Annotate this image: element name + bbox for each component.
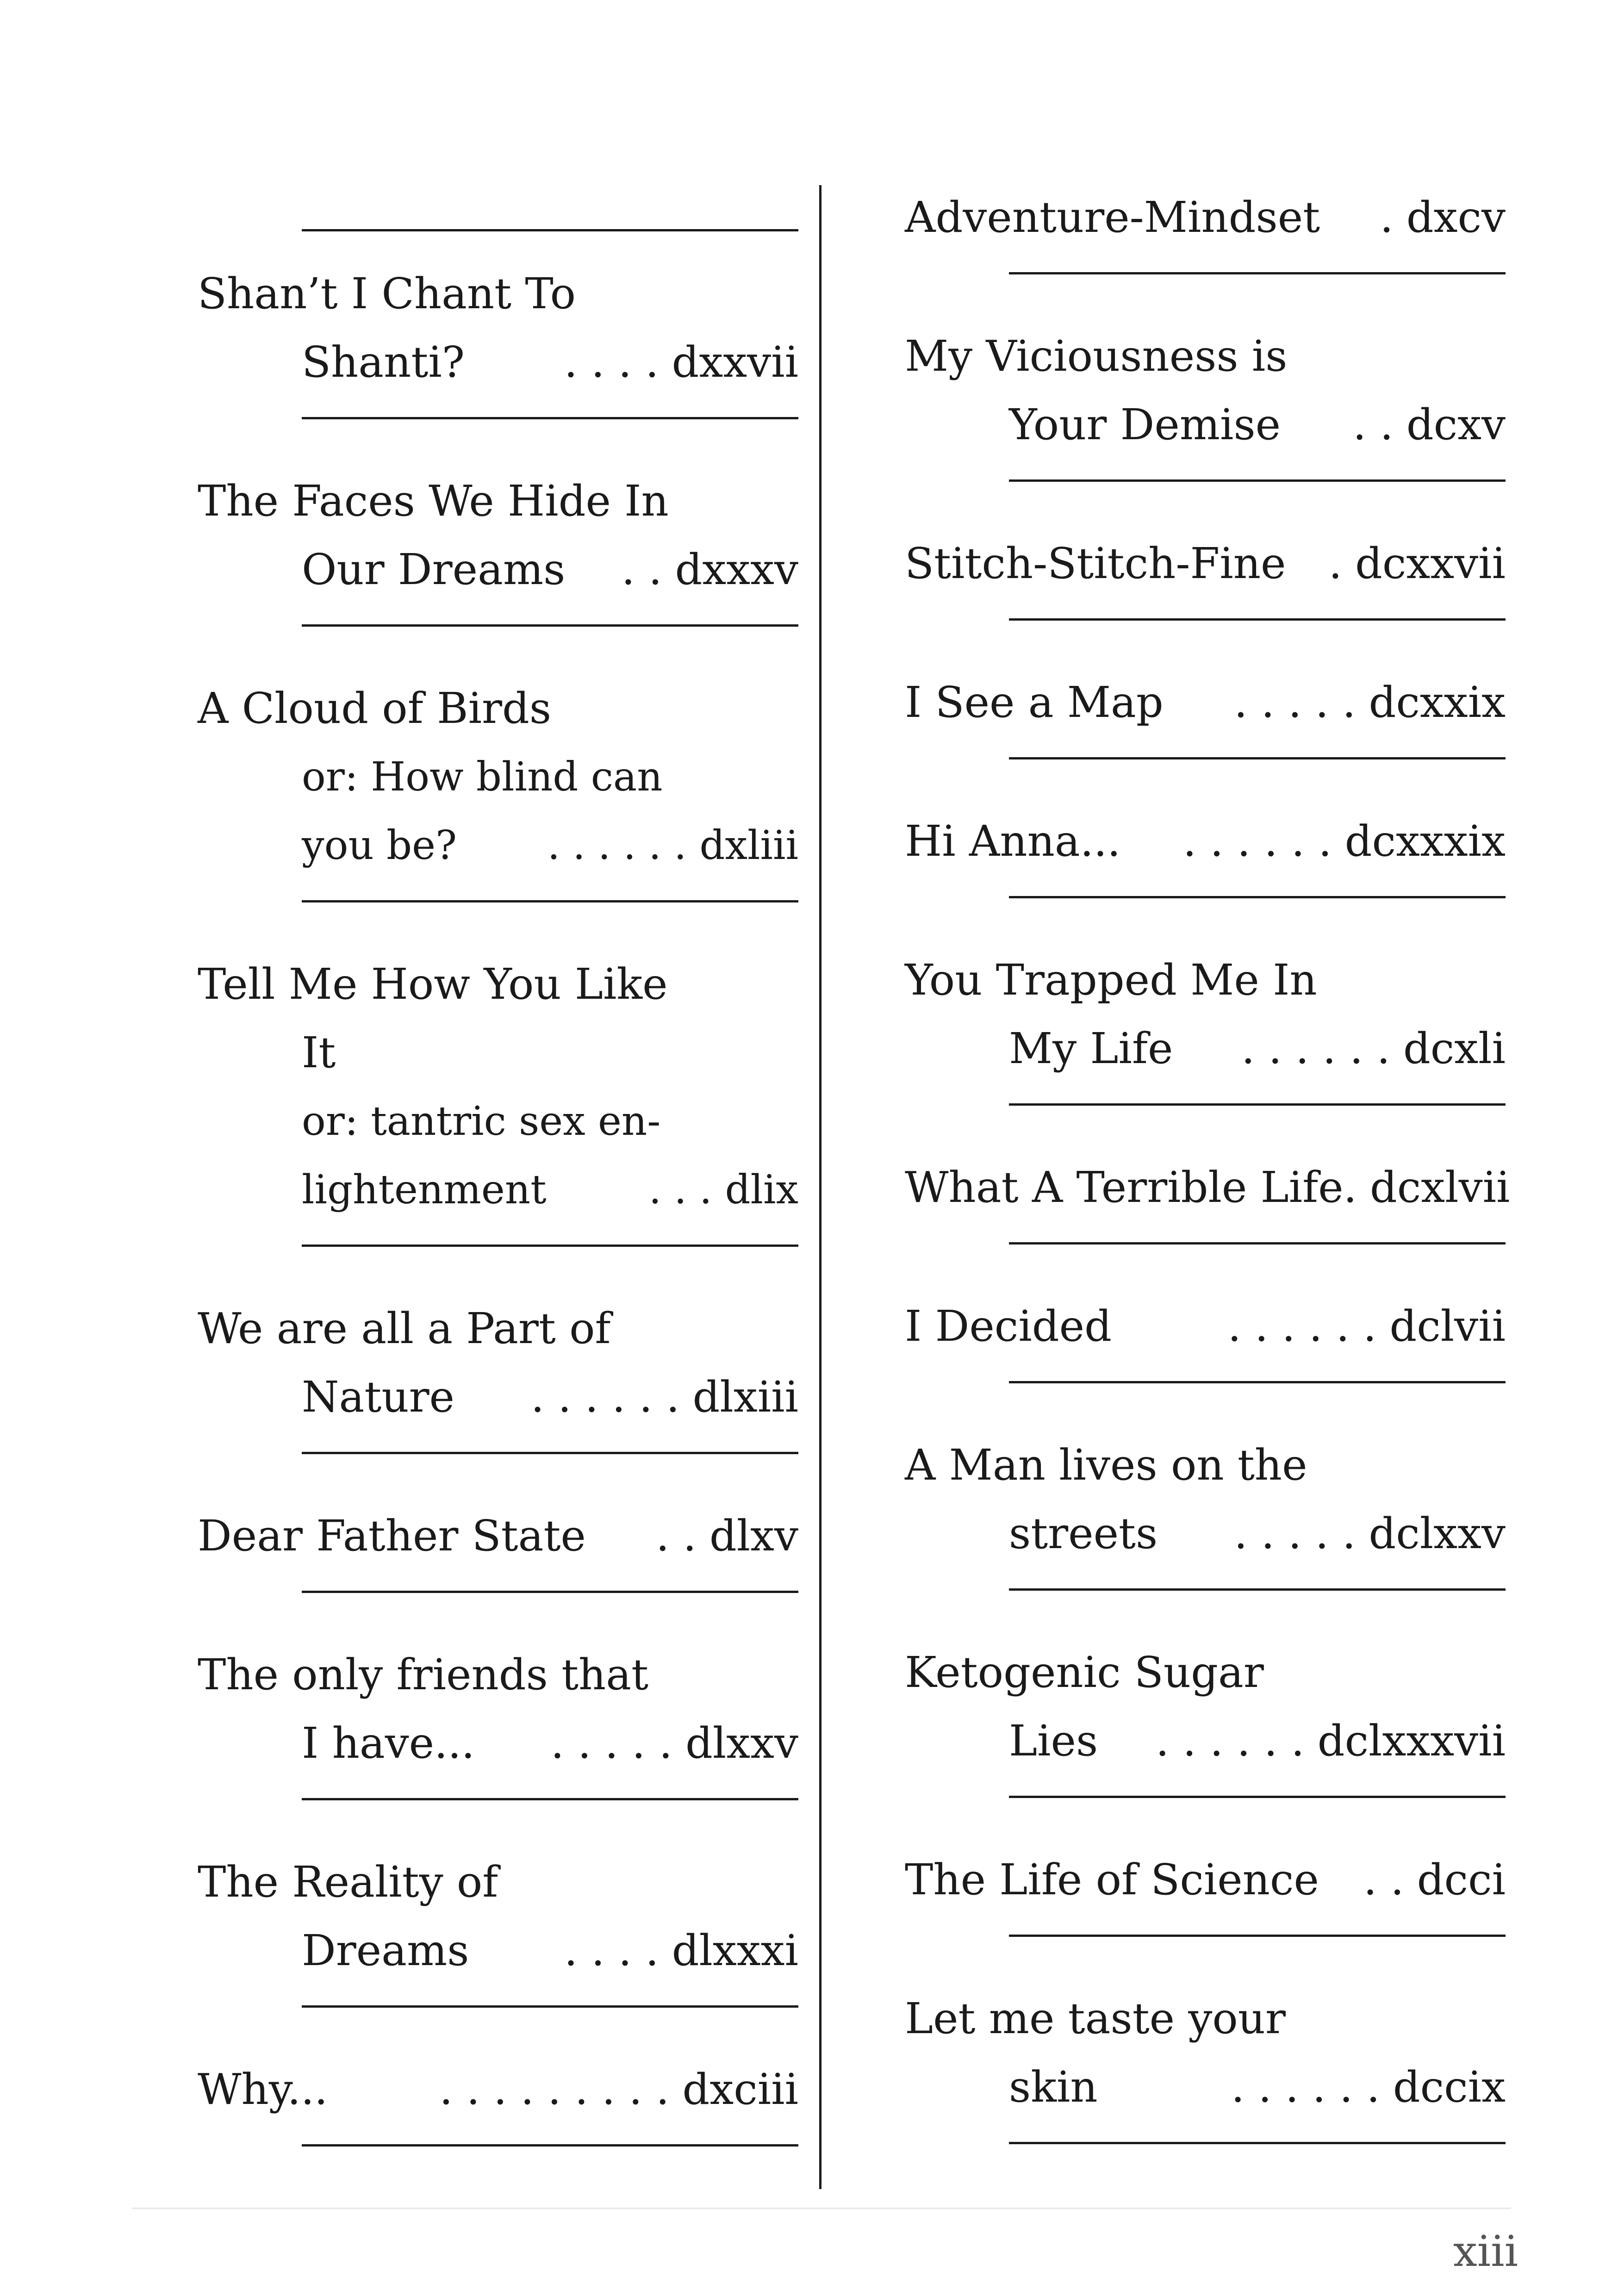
entry-separator-rule bbox=[1009, 1242, 1506, 1244]
toc-column-right bbox=[824, 0, 1618, 2296]
entry-title-text: Nature bbox=[302, 1372, 454, 1422]
leader-dots: . . . . . . bbox=[1241, 1024, 1390, 1073]
leader-dots: . . . . . . . . . bbox=[439, 2065, 670, 2114]
entry-page-number: dcxlvii bbox=[1369, 1163, 1510, 1212]
toc-entry-line bbox=[905, 675, 1506, 730]
leader-dots: . . . . . bbox=[1234, 1509, 1356, 1558]
entry-page-number: dxliii bbox=[699, 822, 798, 869]
entry-title-text: Adventure-Mindset bbox=[905, 193, 1320, 242]
toc-entry-line bbox=[198, 1508, 798, 1564]
toc-entry-line bbox=[905, 1160, 1510, 1215]
toc-entry-line bbox=[905, 1852, 1506, 1908]
entry-separator-rule bbox=[1009, 896, 1506, 898]
toc-entry-title: A Cloud of Birds bbox=[198, 684, 552, 733]
toc-entry-title: We are all a Part of bbox=[198, 1304, 611, 1353]
entry-page-number: dxxxv bbox=[675, 545, 798, 594]
toc-entry-line bbox=[905, 1299, 1506, 1354]
entry-page-number: dcxxvii bbox=[1355, 539, 1506, 588]
toc-entry-title: Let me taste your bbox=[905, 1994, 1286, 2043]
entry-page-number: dcxv bbox=[1406, 400, 1506, 449]
entry-title-text: streets bbox=[1009, 1509, 1158, 1558]
leader-dots bbox=[1357, 1160, 1370, 1215]
toc-entry-line bbox=[198, 2062, 798, 2117]
leader-dots: . . . bbox=[648, 1167, 712, 1213]
entry-separator-rule bbox=[1009, 1935, 1506, 1937]
page-number: xiii bbox=[1453, 2227, 1518, 2276]
leader-dots: . . . . . . bbox=[1155, 1716, 1305, 1766]
leader-dots: . . bbox=[621, 545, 662, 594]
entry-title-text: you be? bbox=[302, 822, 457, 869]
entry-title-text: Your Demise bbox=[1009, 400, 1281, 449]
entry-page-number: dxcv bbox=[1406, 193, 1506, 242]
toc-entry-line bbox=[302, 1923, 798, 1979]
leader-dots: . . . . . . bbox=[1227, 1301, 1377, 1351]
footer-rule bbox=[132, 2208, 1511, 2209]
leader-dots: . . . . . . bbox=[1182, 816, 1332, 866]
toc-entry-title: A Man lives on the bbox=[905, 1440, 1307, 1490]
entry-title-text: What A Terrible Life. bbox=[905, 1163, 1357, 1212]
toc-entry-line bbox=[1009, 397, 1506, 453]
toc-entry-title: Tell Me How You Like bbox=[198, 959, 668, 1009]
entry-page-number: dcxli bbox=[1403, 1024, 1506, 1073]
entry-title-text: Our Dreams bbox=[302, 545, 566, 594]
entry-page-number: dccix bbox=[1393, 2062, 1506, 2112]
toc-entry-line bbox=[302, 335, 798, 390]
entry-page-number: dclvii bbox=[1389, 1301, 1506, 1351]
leader-dots: . . . . . . bbox=[547, 822, 687, 869]
entry-title-text: Hi Anna... bbox=[905, 816, 1121, 866]
entry-page-number: dclxxv bbox=[1369, 1509, 1506, 1558]
entry-page-number: dlxiii bbox=[692, 1372, 798, 1422]
entry-separator-rule bbox=[302, 1798, 798, 1800]
entry-title-text: Stitch-Stitch-Fine bbox=[905, 539, 1286, 588]
toc-entry-subtitle: or: tantric sex en- bbox=[302, 1098, 661, 1145]
entry-page-number: dlix bbox=[725, 1167, 798, 1213]
toc-entry-line bbox=[302, 542, 798, 597]
toc-entry-line bbox=[302, 1369, 798, 1425]
entry-separator-rule bbox=[1009, 272, 1506, 274]
entry-separator-rule bbox=[1009, 618, 1506, 621]
entry-separator-rule bbox=[1009, 1381, 1506, 1383]
leader-dots: . . . . bbox=[564, 337, 659, 387]
entry-page-number: dxciii bbox=[682, 2065, 798, 2114]
entry-separator-rule bbox=[1009, 1103, 1506, 1106]
toc-entry-line bbox=[1009, 1713, 1506, 1769]
toc-entry-line bbox=[302, 818, 798, 873]
entry-page-number: dlxv bbox=[709, 1511, 798, 1561]
toc-entry-title: The Faces We Hide In bbox=[198, 476, 669, 526]
leader-dots: . . bbox=[656, 1511, 697, 1561]
leader-dots: . . . . . bbox=[550, 1718, 672, 1768]
entry-page-number: dcxxix bbox=[1369, 678, 1506, 727]
leader-dots: . . bbox=[1352, 400, 1394, 449]
toc-entry-line bbox=[905, 814, 1506, 869]
entry-title-text: I have... bbox=[302, 1718, 475, 1768]
entry-title-text: Dreams bbox=[302, 1926, 469, 1975]
entry-page-number: dlxxv bbox=[685, 1718, 798, 1768]
entry-separator-rule bbox=[302, 2005, 798, 2008]
entry-title-text: skin bbox=[1009, 2062, 1098, 2112]
toc-entry-title: You Trapped Me In bbox=[905, 955, 1317, 1005]
entry-separator-rule bbox=[302, 900, 798, 902]
toc-entry-line bbox=[1009, 2060, 1506, 2115]
entry-title-text: My Life bbox=[1009, 1024, 1173, 1073]
entry-page-number: dcci bbox=[1417, 1855, 1506, 1904]
toc-entry-line bbox=[1009, 1506, 1506, 1562]
leader-dots: . . . . bbox=[564, 1926, 659, 1975]
entry-title-text: Lies bbox=[1009, 1716, 1098, 1766]
toc-entry-subtitle: or: How blind can bbox=[302, 754, 663, 800]
entry-title-text: I See a Map bbox=[905, 678, 1164, 727]
leader-dots: . bbox=[1380, 193, 1394, 242]
leader-dots: . . . . . . bbox=[530, 1372, 680, 1422]
column-divider bbox=[819, 185, 821, 2189]
entry-separator-rule bbox=[302, 2144, 798, 2147]
leader-dots: . . bbox=[1363, 1855, 1404, 1904]
entry-title-text: Dear Father State bbox=[198, 1511, 586, 1561]
entry-page-number: dclxxxvii bbox=[1317, 1716, 1506, 1766]
entry-separator-rule bbox=[1009, 757, 1506, 759]
entry-title-text: Shanti? bbox=[302, 337, 465, 387]
toc-entry-title: The only friends that bbox=[198, 1650, 649, 1699]
entry-page-number: dcxxxix bbox=[1344, 816, 1506, 866]
toc-entry-line bbox=[905, 190, 1506, 245]
leader-dots: . bbox=[1328, 539, 1342, 588]
entry-page-number: dlxxxi bbox=[672, 1926, 798, 1975]
entry-separator-rule bbox=[302, 229, 798, 231]
entry-separator-rule bbox=[1009, 1796, 1506, 1798]
entry-separator-rule bbox=[302, 1591, 798, 1593]
entry-separator-rule bbox=[1009, 1588, 1506, 1591]
toc-entry-title: My Viciousness is bbox=[905, 331, 1288, 381]
toc-entry-line bbox=[302, 1716, 798, 1771]
entry-separator-rule bbox=[1009, 479, 1506, 482]
toc-entry-title: The Reality of bbox=[198, 1857, 498, 1907]
leader-dots: . . . . . . bbox=[1231, 2062, 1380, 2112]
entry-page-number: dxxvii bbox=[672, 337, 798, 387]
toc-entry-line bbox=[302, 1162, 798, 1218]
entry-title-text: The Life of Science bbox=[905, 1855, 1319, 1904]
toc-entry-title: Ketogenic Sugar bbox=[905, 1648, 1264, 1697]
entry-title-text: I Decided bbox=[905, 1301, 1112, 1351]
toc-entry-line bbox=[1009, 1021, 1506, 1076]
entry-separator-rule bbox=[302, 1244, 798, 1247]
entry-separator-rule bbox=[302, 417, 798, 419]
entry-separator-rule bbox=[302, 1452, 798, 1454]
toc-entry-line bbox=[905, 536, 1506, 591]
entry-separator-rule bbox=[1009, 2142, 1506, 2144]
entry-title-text: lightenment bbox=[302, 1167, 547, 1213]
entry-separator-rule bbox=[302, 624, 798, 627]
leader-dots: . . . . . bbox=[1234, 678, 1356, 727]
entry-title-text: Why... bbox=[198, 2065, 328, 2114]
toc-entry-title-cont: It bbox=[302, 1028, 336, 1077]
toc-entry-title: Shan’t I Chant To bbox=[198, 269, 576, 318]
